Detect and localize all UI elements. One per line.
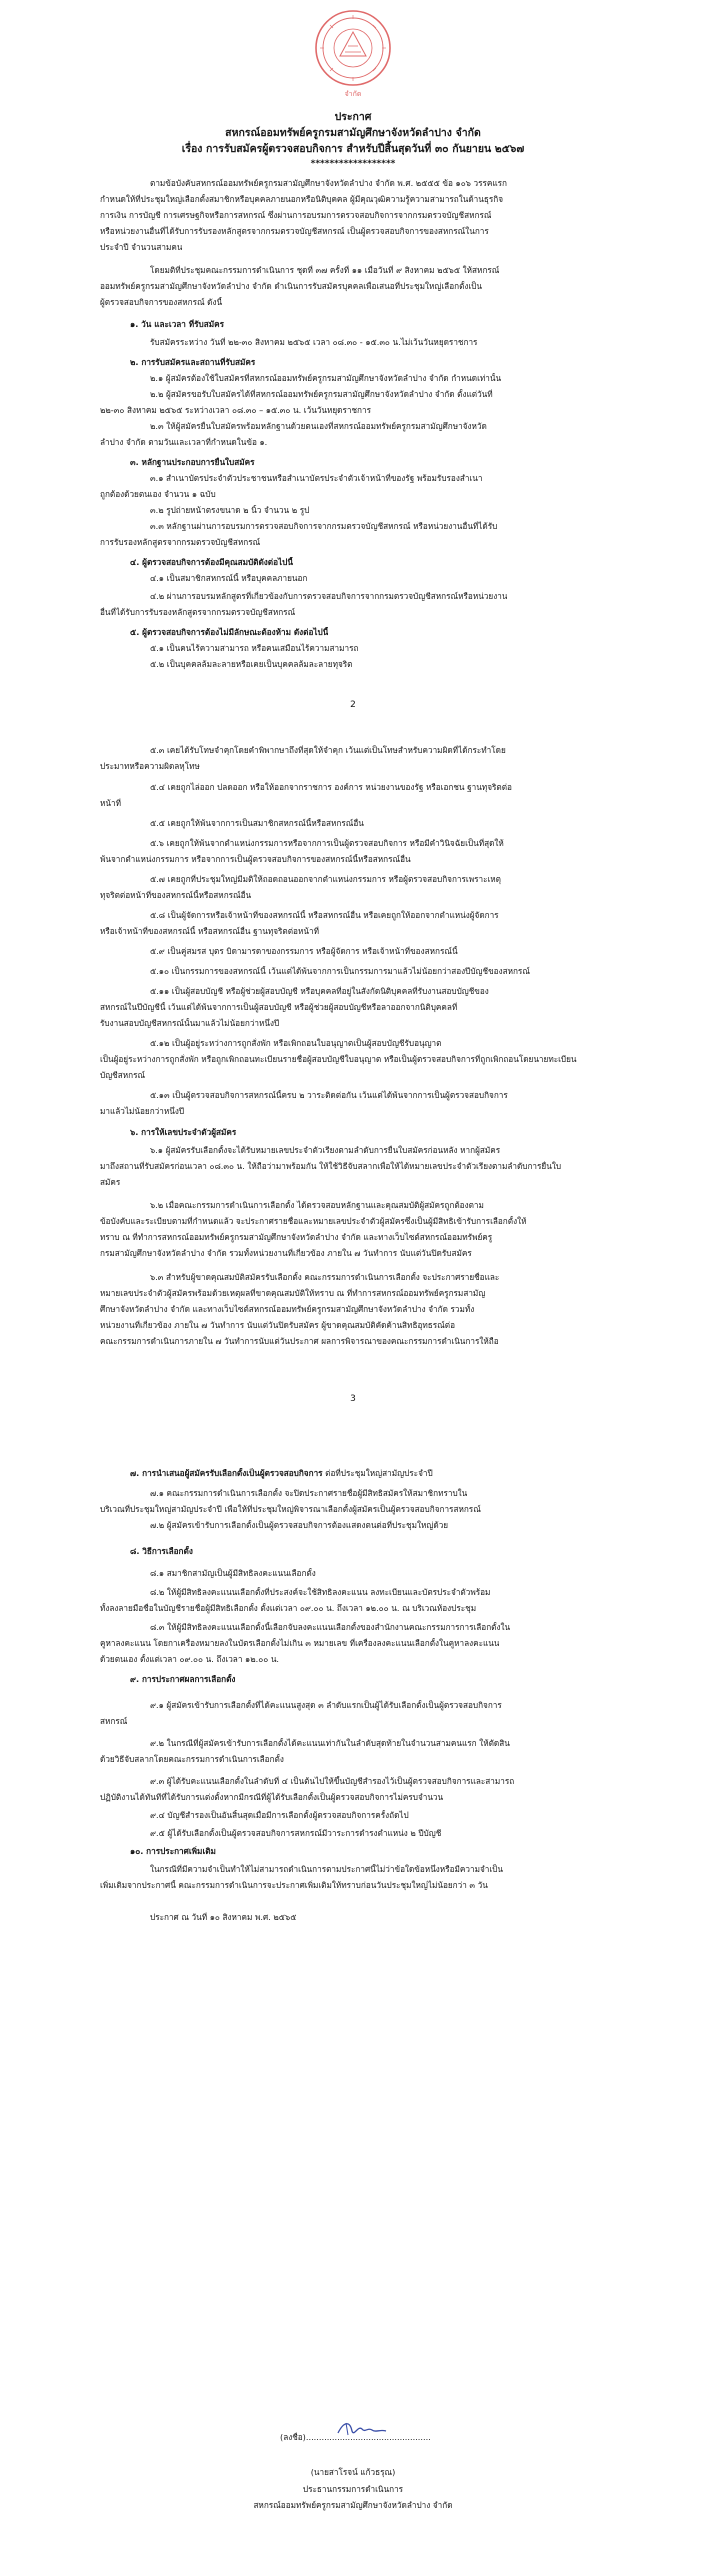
clause-line: ๕.๘ เป็นผู้จัดการหรือเจ้าหน้าที่ของสหกรณ์นี้ หรือสหกรณ์อื่น หรือเคยถูกให้ออกจากตำแหน่งผู้จัดการ [150, 910, 499, 920]
section-heading: ๔. ผู้ตรวจสอบกิจการต้องมีคุณสมบัติดังต่อไปนี้ [130, 557, 293, 567]
clause-line: ๕.๑๐ เป็นกรรมการของสหกรณ์นี้ เว้นแต่ได้พ้นจากการเป็นกรรมการมาแล้วไม่น้อยกว่าสองปีบัญชีของสหกรณ์ [150, 966, 530, 976]
section-line: ๙.๔ บัญชีสำรองเป็นอันสิ้นสุดเมื่อมีการเลือกตั้งผู้ตรวจสอบกิจการครั้งถัดไป [150, 1810, 409, 1820]
section-line: การรับรองหลักสูตรจากกรมตรวจบัญชีสหกรณ์ [100, 537, 261, 547]
title-announcement: ประกาศ [334, 111, 372, 123]
intro-line: ตามข้อบังคับสหกรณ์ออมทรัพย์ครูกรมสามัญศึกษาจังหวัดลำปาง จำกัด พ.ศ. ๒๕๕๕ ข้อ ๑๐๖ วรรคแรก [150, 178, 507, 188]
intro2-line: โดยมติที่ประชุมคณะกรรมการดำเนินการ ชุดที่ ๓๗ ครั้งที่ ๑๑ เมื่อวันที่ ๙ สิงหาคม ๒๕๖๕ ให้สหกรณ์ [150, 265, 500, 275]
clause-line: ๕.๑๑ เป็นผู้สอบบัญชี หรือผู้ช่วยผู้สอบบัญชี หรือบุคคลที่อยู่ในสังกัดนิติบุคคลที่รับงานสอบบัญชีของ [150, 986, 489, 996]
clause-line: ๕.๑๓ เป็นผู้ตรวจสอบกิจการสหกรณ์นี้ครบ ๒ วาระติดต่อกัน เว้นแต่ได้พ้นจากการเป็นผู้ตรวจสอบกิจการ [150, 1090, 508, 1100]
clause-line: หน้าที่ [100, 798, 121, 808]
section-heading: ๕. ผู้ตรวจสอบกิจการต้องไม่มีลักษณะต้องห้าม ดังต่อไปนี้ [130, 627, 329, 637]
section-line: ๗.๒ ผู้สมัครเข้ารับการเลือกตั้งเป็นผู้ตรวจสอบกิจการต้องแสดงตนต่อที่ประชุมใหญ่ด้วย [150, 1520, 449, 1530]
section-line: มาถึงสถานที่รับสมัครก่อนเวลา ๐๘.๓๐ น. ให้ถือว่ามาพร้อมกัน ให้ใช้วิธีจับสลากเพื่อให้ได้หมายเลขประจำตัวเรียงตามลำดับการยื่นใบ [100, 1161, 562, 1171]
section-line: หน่วยงานที่เกี่ยวข้อง ภายใน ๗ วันทำการ นับแต่วันปิดรับสมัคร ผู้ขาดคุณสมบัติคัดค้านสิทธิอุทธรณ์ต่อ [100, 1320, 455, 1330]
section-line: ๔.๑ เป็นสมาชิกสหกรณ์นี้ หรือบุคคลภายนอก [150, 573, 308, 583]
signature-line: (ลงชื่อ)................................................ [280, 2432, 431, 2442]
clause-line: มาแล้วไม่น้อยกว่าหนึ่งปี [100, 1106, 185, 1116]
section-line: ๙.๑ ผู้สมัครเข้ารับการเลือกตั้งที่ได้คะแนนสูงสุด ๓ ลำดับแรกเป็นผู้ได้รับเลือกตั้งเป็นผู้ตรวจสอบกิจการ [150, 1700, 502, 1710]
section-heading: ๖. การให้เลขประจำตัวผู้สมัคร [130, 1127, 237, 1137]
section-line: ๓.๒ รูปถ่ายหน้าตรงขนาด ๒ นิ้ว จำนวน ๒ รูป [150, 505, 310, 515]
clause-line: ๕.๔ เคยถูกไล่ออก ปลดออก หรือให้ออกจากราชการ องค์การ หน่วยงานของรัฐ หรือเอกชน ฐานทุจริตต่อ [150, 782, 512, 792]
section-line: ๘.๒ ให้ผู้มีสิทธิลงคะแนนเลือกตั้งที่ประสงค์จะใช้สิทธิลงคะแนน ลงทะเบียนและบัตรประจำตัวพร้อม [150, 1587, 491, 1597]
clause-line: สหกรณ์ในปีบัญชีนี้ เว้นแต่ได้พ้นจากการเป็นผู้สอบบัญชี หรือผู้ช่วยผู้สอบบัญชีหรือลาออกจากนิติบุคคลที่ [100, 1002, 458, 1012]
section-line: ทราบ ณ ที่ทำการสหกรณ์ออมทรัพย์ครูกรมสามัญศึกษาจังหวัดลำปาง จำกัด และทางเว็บไซต์สหกรณ์ออมทรัพย์ครู [100, 1232, 493, 1242]
clause-line: ๕.๕ เคยถูกให้พ้นจากการเป็นสมาชิกสหกรณ์นี้หรือสหกรณ์อื่น [150, 818, 364, 828]
section-line: ๘.๓ ให้ผู้มีสิทธิลงคะแนนเลือกตั้งนี้เลือกจับลงคะแนนเลือกตั้งของสำนักงานคณะกรรมการการเลือกตั้งใน [150, 1622, 511, 1632]
section-line: รับสมัครระหว่าง วันที่ ๒๒-๓๐ สิงหาคม ๒๕๖๕ เวลา ๐๘.๓๐ - ๑๕.๓๐ น.ไม่เว้นวันหยุดราชการ [150, 337, 478, 347]
intro-line: กำหนดให้ที่ประชุมใหญ่เลือกตั้งสมาชิกหรือบุคคลภายนอกหรือนิติบุคคล ผู้มีคุณวุฒิความรู้ความสามารถในด้านธุรกิจ [100, 194, 504, 204]
section-line: เพิ่มเติมจากประกาศนี้ คณะกรรมการดำเนินการจะประกาศเพิ่มเติมให้ทราบก่อนวันประชุมใหญ่ไม่น้อยกว่า ๓ วัน [100, 1880, 488, 1890]
clause-line: รับงานสอบบัญชีสหกรณ์นั้นมาแล้วไม่น้อยกว่าหนึ่งปี [100, 1018, 280, 1028]
section-line: ๙.๕ ผู้ได้รับเลือกตั้งเป็นผู้ตรวจสอบกิจการสหกรณ์มีวาระการดำรงตำแหน่ง ๒ ปีบัญชี [150, 1828, 442, 1838]
title-stars: ****************** [310, 159, 396, 169]
section-heading: ๙. การประกาศผลการเลือกตั้ง [130, 1674, 236, 1684]
clause-line: ๕.๙ เป็นคู่สมรส บุตร บิดามารดาของกรรมการ หรือผู้จัดการ หรือเจ้าหน้าที่ของสหกรณ์นี้ [150, 946, 458, 956]
section-line: ๓.๓ หลักฐานผ่านการอบรมการตรวจสอบกิจการจากกรมตรวจบัญชีสหกรณ์ หรือหน่วยงานอื่นที่ได้รับ [150, 521, 498, 531]
section-line: ด้วยวิธีจับสลากโดยคณะกรรมการดำเนินการเลือกตั้ง [100, 1754, 284, 1764]
section-heading-tail: ต่อที่ประชุมใหญ่สามัญประจำปี [322, 1468, 433, 1478]
section-heading: ๓. หลักฐานประกอบการยื่นใบสมัคร [130, 457, 255, 467]
section-heading: ๒. การรับสมัครและสถานที่รับสมัคร [130, 357, 256, 367]
section-line: ทั้งลงลายมือชื่อในบัญชีรายชื่อผู้มีสิทธิเลือกตั้ง ตั้งแต่เวลา ๐๙.๐๐ น. ถึงเวลา ๑๒.๐๐ น. ณ บริเวณห้องประชุม [100, 1603, 477, 1613]
intro-line: ประจำปี จำนวนสามคน [100, 242, 183, 252]
section-line: ปฏิบัติงานได้ทันทีที่ได้รับการแต่งตั้งหากมีกรณีที่ผู้ได้รับเลือกตั้งเป็นผู้ตรวจสอบกิจการไม่ครบจำนวน [100, 1792, 444, 1802]
section-line: หมายเลขประจำตัวผู้สมัครพร้อมด้วยเหตุผลที่ขาดคุณสมบัติให้ทราบ ณ ที่ทำการสหกรณ์ออมทรัพย์ครูกรมสามัญ [100, 1288, 486, 1298]
signer-name: (นายสาโรจน์ แก้วธรุณ) [310, 2467, 396, 2477]
page-number: 2 [350, 700, 356, 710]
section-line: กรมสามัญศึกษาจังหวัดลำปาง จำกัด รวมทั้งหน่วยงานที่เกี่ยวข้อง ภายใน ๗ วันทำการ นับแต่วันปิดรับสมัคร [100, 1248, 472, 1258]
clause-line: ๕.๗ เคยถูกที่ประชุมใหญ่มีมติให้ถอดถอนออกจากตำแหน่งกรรมการ หรือผู้ตรวจสอบกิจการเพราะเหตุ [150, 874, 501, 884]
section-line: ลำปาง จำกัด ตามวันและเวลาที่กำหนดในข้อ ๑. [100, 437, 268, 447]
section-line: ๒.๓ ให้ผู้สมัครยื่นใบสมัครพร้อมหลักฐานด้วยตนเองที่สหกรณ์ออมทรัพย์ครูกรมสามัญศึกษาจังหวัด [150, 421, 487, 431]
section-line: อื่นที่ได้รับการรับรองหลักสูตรจากกรมตรวจบัญชีสหกรณ์ [100, 607, 296, 617]
svg-text:จำกัด: จำกัด [344, 90, 362, 98]
section-heading: ๘. วิธีการเลือกตั้ง [130, 1546, 193, 1556]
section-heading: ๑๐. การประกาศเพิ่มเติม [130, 1846, 216, 1856]
clause-line: ทุจริตต่อหน้าที่ของสหกรณ์นี้หรือสหกรณ์อื่น [100, 890, 252, 900]
title-cooperative: สหกรณ์ออมทรัพย์ครูกรมสามัญศึกษาจังหวัดลำปาง จำกัด [225, 127, 481, 139]
section-heading: ๗. การนำเสนอผู้สมัครรับเลือกตั้งเป็นผู้ตรวจสอบกิจการ [130, 1468, 323, 1478]
intro-line: การเงิน การบัญชี การเศรษฐกิจหรือการสหกรณ์ ซึ่งผ่านการอบรมการตรวจสอบกิจการจากกรมตรวจบัญชีสหกรณ์ [100, 210, 492, 220]
cooperative-seal-icon [310, 8, 396, 100]
section-line: ๓.๑ สำเนาบัตรประจำตัวประชาชนหรือสำเนาบัตรประจำตัวเจ้าหน้าที่ของรัฐ พร้อมรับรองสำเนา [150, 473, 483, 483]
section-line: ๒.๑ ผู้สมัครต้องใช้ใบสมัครที่สหกรณ์ออมทรัพย์ครูกรมสามัญศึกษาจังหวัดลำปาง จำกัด กำหนดเท่านั้น [150, 373, 502, 383]
clause-line: หรือเจ้าหน้าที่ของสหกรณ์นี้ หรือสหกรณ์อื่น ฐานทุจริตต่อหน้าที่ [100, 926, 319, 936]
intro2-line: ผู้ตรวจสอบกิจการของสหกรณ์ ดังนี้ [100, 297, 223, 307]
title-subject: เรื่อง การรับสมัครผู้ตรวจสอบกิจการ สำหรับปีสิ้นสุดวันที่ ๓๐ กันยายน ๒๕๖๗ [181, 143, 525, 155]
signer-organization: สหกรณ์ออมทรัพย์ครูกรมสามัญศึกษาจังหวัดลำปาง จำกัด [253, 2500, 453, 2510]
clause-line: บัญชีสหกรณ์ [100, 1070, 146, 1080]
section-line: บริเวณที่ประชุมใหญ่สามัญประจำปี เพื่อให้ที่ประชุมใหญ่พิจารณาเลือกตั้งผู้สมัครเป็นผู้ตรวจสอบกิจการสหกรณ์ [100, 1504, 481, 1514]
section-line: คูหาลงคะแนน โดยกาเครื่องหมายลงในบัตรเลือกตั้งไม่เกิน ๓ หมายเลข ที่เครื่องลงคะแนนเลือกตั้งในคูหาลงคะแนน [100, 1638, 500, 1648]
section-line: ถูกต้องด้วยตนเอง จำนวน ๑ ฉบับ [100, 489, 216, 499]
clause-line: ๕.๑๒ เป็นผู้อยู่ระหว่างการถูกสั่งพัก หรือเพิกถอนใบอนุญาตเป็นผู้สอบบัญชีรับอนุญาต [150, 1038, 442, 1048]
clause-line: ประมาทหรือความผิดลหุโทษ [100, 761, 200, 771]
section-line: ด้วยตนเอง ตั้งแต่เวลา ๐๙.๐๐ น. ถึงเวลา ๑๒.๐๐ น. [100, 1654, 280, 1664]
section-heading-row [130, 1468, 433, 1479]
announcement-date: ประกาศ ณ วันที่ ๑๐ สิงหาคม พ.ศ. ๒๕๖๕ [150, 1912, 297, 1922]
intro-line: หรือหน่วยงานอื่นที่ได้รับการรับรองหลักสูตรจากกรมตรวจบัญชีสหกรณ์ เป็นผู้ตรวจสอบกิจการของสหกรณ์ในการ [100, 226, 489, 236]
section-heading: ๑. วัน และเวลา ที่รับสมัคร [130, 319, 225, 329]
section-line: สหกรณ์ [100, 1716, 128, 1726]
section-line: ๔.๒ ผ่านการอบรมหลักสูตรที่เกี่ยวข้องกับการตรวจสอบกิจการจากกรมตรวจบัญชีสหกรณ์หรือหน่วยงาน [150, 591, 508, 601]
clause-line: ๕.๓ เคยได้รับโทษจำคุกโดยคำพิพากษาถึงที่สุดให้จำคุก เว้นแต่เป็นโทษสำหรับความผิดที่ได้กระทำโดย [150, 745, 506, 755]
section-line: ข้อบังคับและระเบียบตามที่กำหนดแล้ว จะประกาศรายชื่อและหมายเลขประจำตัวผู้สมัครซึ่งเป็นผู้มีสิทธิเข้ารับการเลือกตั้งให้ [100, 1216, 527, 1226]
section-line: ในกรณีที่มีความจำเป็นทำให้ไม่สามารถดำเนินการตามประกาศนี้ไม่ว่าข้อใดข้อหนึ่งหรือมีความจำเป็น [150, 1864, 503, 1874]
section-line: ๒๒-๓๐ สิงหาคม ๒๕๖๕ ระหว่างเวลา ๐๘.๓๐ – ๑๕.๓๐ น. เว้นวันหยุดราชการ [100, 405, 372, 415]
intro2-line: ออมทรัพย์ครูกรมสามัญศึกษาจังหวัดลำปาง จำกัด ดำเนินการรับสมัครบุคคลเพื่อเสนอที่ประชุมใหญ่เลือกตั้งเป็น [100, 281, 482, 291]
section-line: ๖.๒ เมื่อคณะกรรมการดำเนินการเลือกตั้ง ได้ตรวจสอบหลักฐานและคุณสมบัติผู้สมัครถูกต้องตาม [150, 1200, 484, 1210]
page-number: 3 [350, 1394, 356, 1404]
section-line: ๙.๒ ในกรณีที่ผู้สมัครเข้ารับการเลือกตั้งได้คะแนนเท่ากันในลำดับสุดท้ายในจำนวนสามคนแรก ให้ตัดสิน [150, 1738, 510, 1748]
section-line: ศึกษาจังหวัดลำปาง จำกัด และทางเว็บไซต์สหกรณ์ออมทรัพย์ครูกรมสามัญศึกษาจังหวัดลำปาง จำกัด รวมทั้ง [100, 1304, 475, 1314]
section-line: สมัคร [100, 1177, 121, 1187]
section-line: ๙.๓ ผู้ได้รับคะแนนเลือกตั้งในลำดับที่ ๔ เป็นต้นไปให้ขึ้นบัญชีสำรองไว้เป็นผู้ตรวจสอบกิจการและสามารถ [150, 1776, 515, 1786]
clause-line: เป็นผู้อยู่ระหว่างการถูกสั่งพัก หรือถูกเพิกถอนทะเบียนรายชื่อผู้สอบบัญชีใบอนุญาต หรือเป็นผู้ตรวจสอบกิจการที่ถูกเพิกถอนโดยนายทะเบียน [100, 1054, 577, 1064]
clause-line: พ้นจากตำแหน่งกรรมการ หรือจากการเป็นผู้ตรวจสอบกิจการของสหกรณ์นี้หรือสหกรณ์อื่น [100, 854, 411, 864]
clause-line: ๕.๖ เคยถูกให้พ้นจากตำแหน่งกรรมการหรือจากการเป็นผู้ตรวจสอบกิจการ หรือมีคำวินิจฉัยเป็นที่สุดให้ [150, 838, 504, 848]
section-line: ๘.๑ สมาชิกสามัญเป็นผู้มีสิทธิลงคะแนนเลือกตั้ง [150, 1568, 316, 1578]
section-line: คณะกรรมการดำเนินการภายใน ๗ วันทำการนับแต่วันประกาศ ผลการพิจารณาของคณะกรรมการดำเนินการให้ถือ [100, 1336, 499, 1346]
section-line: ๒.๒ ผู้สมัครขอรับใบสมัครได้ที่สหกรณ์ออมทรัพย์ครูกรมสามัญศึกษาจังหวัดลำปาง จำกัด ตั้งแต่วันที่ [150, 389, 493, 399]
section-line: ๖.๑ ผู้สมัครรับเลือกตั้งจะได้รับหมายเลขประจำตัวเรียงตามลำดับการยื่นใบสมัครก่อนหลัง หากผู้สมัคร [150, 1145, 501, 1155]
section-line: ๕.๒ เป็นบุคคลล้มละลายหรือเคยเป็นบุคคลล้มละลายทุจริต [150, 659, 353, 669]
signer-position: ประธานกรรมการดำเนินการ [302, 2484, 404, 2494]
section-line: ๗.๑ คณะกรรมการดำเนินการเลือกตั้ง จะปิดประกาศรายชื่อผู้มีสิทธิสมัครให้สมาชิกทราบใน [150, 1488, 468, 1498]
section-line: ๕.๑ เป็นคนไร้ความสามารถ หรือคนเสมือนไร้ความสามารถ [150, 643, 359, 653]
section-line: ๖.๓ สำหรับผู้ขาดคุณสมบัติสมัครรับเลือกตั้ง คณะกรรมการดำเนินการเลือกตั้ง จะประกาศรายชื่อและ [150, 1272, 500, 1282]
